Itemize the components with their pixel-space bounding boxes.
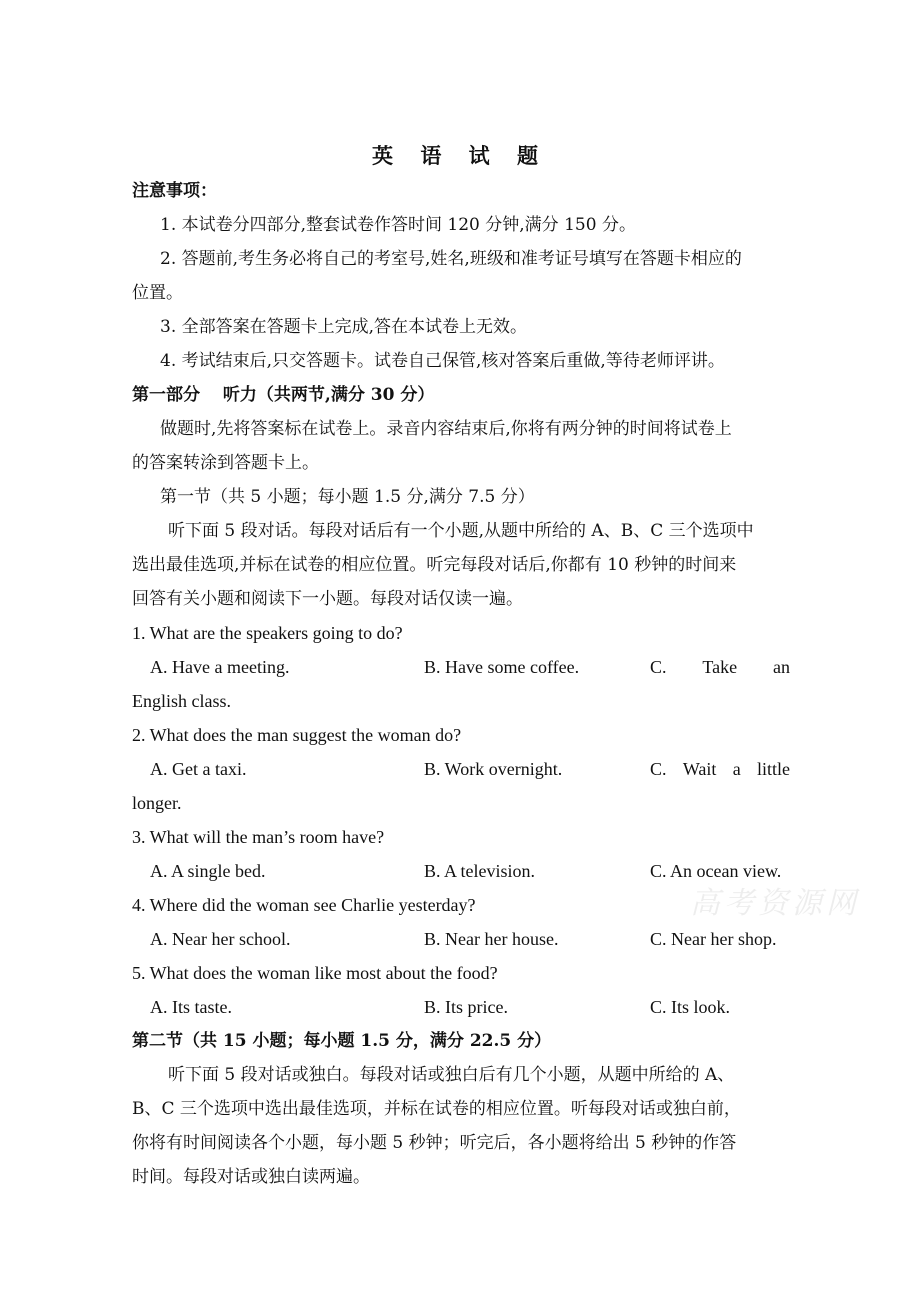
question-4-stem: 4. Where did the woman see Charlie yesterday? xyxy=(132,895,476,915)
question-1-option-b: B. Have some coffee. xyxy=(424,657,580,677)
part1-intro-line2: 的答案转涂到答题卡上。 xyxy=(132,453,319,473)
question-3-stem: 3. What will the man’s room have? xyxy=(132,827,385,847)
question-1-option-c-word: an xyxy=(772,657,790,677)
notice-item-3: 3. 全部答案在答题卡上完成,答在本试卷上无效。 xyxy=(160,317,528,337)
question-2-option-c-word: a xyxy=(732,759,741,779)
question-2-option-c xyxy=(650,752,790,786)
question-5-option-c: C. Its look. xyxy=(650,997,731,1017)
section2-instr-line2: B、C 三个选项中选出最佳选项，并标在试卷的相应位置。听每段对话或独白前， xyxy=(132,1099,741,1119)
question-5-option-a: A. Its taste. xyxy=(150,997,232,1017)
question-2-option-c-word: C. xyxy=(650,759,667,779)
notice-item-2-cont: 位置。 xyxy=(132,283,183,303)
question-2-option-c-word: little xyxy=(757,759,790,779)
question-4-option-b: B. Near her house. xyxy=(424,929,559,949)
question-5-option-b: B. Its price. xyxy=(424,997,508,1017)
question-2-option-a: A. Get a taxi. xyxy=(150,759,247,779)
section2-heading: 第二节（共 15 小题；每小题 1.5 分，满分 22.5 分） xyxy=(132,1031,552,1051)
question-2-option-b: B. Work overnight. xyxy=(424,759,563,779)
section2-instr-line1: 听下面 5 段对话或独白。每段对话或独白后有几个小题，从题中所给的 A、 xyxy=(168,1065,735,1085)
notice-item-1: 1. 本试卷分四部分,整套试卷作答时间 120 分钟,满分 150 分。 xyxy=(160,215,636,235)
question-3-option-a: A. A single bed. xyxy=(150,861,266,881)
section1-heading: 第一节（共 5 小题；每小题 1.5 分,满分 7.5 分） xyxy=(160,487,535,507)
section1-instr-line3: 回答有关小题和阅读下一小题。每段对话仅读一遍。 xyxy=(132,589,523,609)
question-5-stem: 5. What does the woman like most about the food? xyxy=(132,963,498,983)
question-1-option-c-cont: English class. xyxy=(132,691,231,711)
question-3-option-c: C. An ocean view. xyxy=(650,861,782,881)
section1-instr-line1: 听下面 5 段对话。每段对话后有一个小题,从题中所给的 A、B、C 三个选项中 xyxy=(168,521,754,541)
section1-instr-line2: 选出最佳选项,并标在试卷的相应位置。听完每段对话后,你都有 10 秒钟的时间来 xyxy=(132,555,737,575)
notice-item-4: 4. 考试结束后,只交答题卡。试卷自己保管,核对答案后重做,等待老师评讲。 xyxy=(160,351,725,371)
part1-intro-line1: 做题时,先将答案标在试卷上。录音内容结束后,你将有两分钟的时间将试卷上 xyxy=(160,419,732,439)
question-1-option-a: A. Have a meeting. xyxy=(150,657,290,677)
question-1-stem: 1. What are the speakers going to do? xyxy=(132,623,403,643)
question-2-stem: 2. What does the man suggest the woman do? xyxy=(132,725,462,745)
question-1-option-c-word: Take xyxy=(702,657,738,677)
part1-heading: 第一部分 听力（共两节,满分 30 分） xyxy=(132,385,435,405)
notice-item-2: 2. 答题前,考生务必将自己的考室号,姓名,班级和准考证号填写在答题卡相应的 xyxy=(160,249,742,269)
section2-instr-line4: 时间。每段对话或独白读两遍。 xyxy=(132,1167,370,1187)
question-2-option-c-word: Wait xyxy=(682,759,717,779)
question-2-option-c-cont: longer. xyxy=(132,793,182,813)
question-4-option-c: C. Near her shop. xyxy=(650,929,777,949)
question-3-option-b: B. A television. xyxy=(424,861,536,881)
notice-heading: 注意事项： xyxy=(132,181,217,201)
question-4-option-a: A. Near her school. xyxy=(150,929,291,949)
watermark: 高考资源网 xyxy=(690,886,860,921)
section2-instr-line3: 你将有时间阅读各个小题，每小题 5 秒钟；听完后，各小题将给出 5 秒钟的作答 xyxy=(132,1133,737,1153)
question-1-option-c xyxy=(650,650,790,684)
page-title: 英 语 试 题 xyxy=(372,143,548,168)
question-1-option-c-word: C. xyxy=(650,657,667,677)
